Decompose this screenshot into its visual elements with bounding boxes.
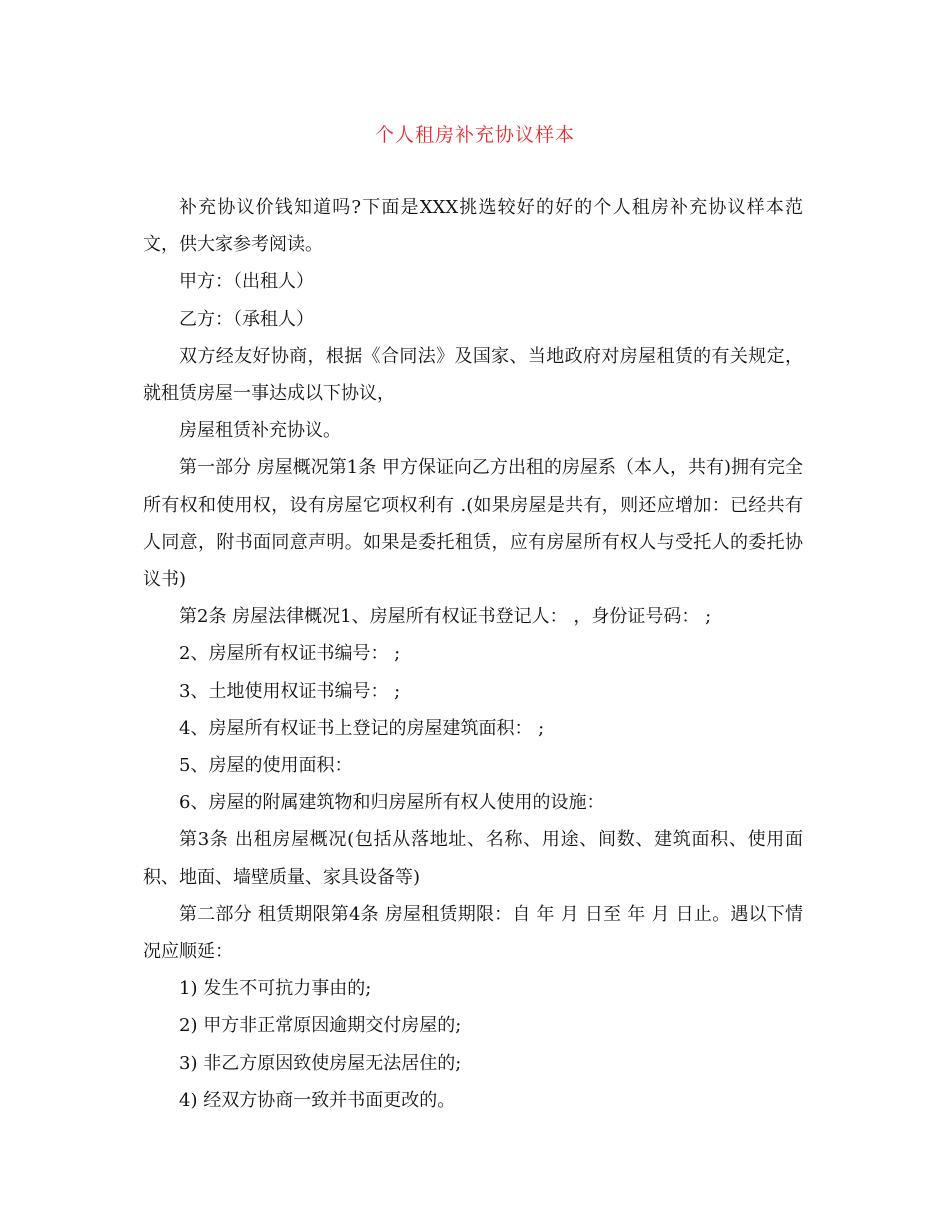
paragraph-extension-2: 2) 甲方非正常原因逾期交付房屋的; xyxy=(179,1015,462,1037)
paragraph-extension-3: 3) 非乙方原因致使房屋无法居住的; xyxy=(179,1052,462,1074)
paragraph-item-5: 5、房屋的使用面积： xyxy=(179,755,353,777)
paragraph-article-4: 第二部分 租赁期限第4条 房屋租赁期限：自 年 月 日至 年 月 日止。遇以下情况应顺延： xyxy=(143,903,803,963)
paragraph-item-3: 3、土地使用权证书编号： ; xyxy=(179,680,401,702)
paragraph-item-2: 2、房屋所有权证书编号： ; xyxy=(179,643,401,665)
paragraph-supplement-title: 房屋租赁补充协议。 xyxy=(179,420,341,442)
document-title: 个人租房补充协议样本 xyxy=(374,124,575,146)
document-body xyxy=(143,189,803,1119)
paragraph-extension-4: 4) 经双方协商一致并书面更改的。 xyxy=(179,1089,456,1111)
paragraph-intro: 补充协议价钱知道吗?下面是XXX挑选较好的好的个人租房补充协议样本范文，供大家参考阅读。 xyxy=(143,197,803,256)
paragraph-party-b: 乙方：（承租人） xyxy=(179,308,314,330)
paragraph-article-1: 第一部分 房屋概况第1条 甲方保证向乙方出租的房屋系（本人，共有)拥有完全所有权和使用权，设有房屋它项权利有 .(如果房屋是共有，则还应增加：已经共有人同意，附书面同意声明。如果是委托租赁，应有房屋所有权人与受托人的委托协议书) xyxy=(143,457,803,591)
paragraph-agreement-basis: 双方经友好协商，根据《合同法》及国家、当地政府对房屋租赁的有关规定，就租赁房屋一事达成以下协议， xyxy=(143,345,803,405)
paragraph-item-4: 4、房屋所有权证书上登记的房屋建筑面积： ; xyxy=(179,717,545,739)
paragraph-item-6: 6、房屋的附属建筑物和归房屋所有权人使用的设施： xyxy=(179,792,605,814)
paragraph-extension-1: 1) 发生不可抗力事由的; xyxy=(179,978,372,1000)
paragraph-article-3: 第3条 出租房屋概况(包括从落地址、名称、用途、间数、建筑面积、使用面积、地面、墙壁质量、家具设备等) xyxy=(143,829,803,888)
paragraph-article-2: 第2条 房屋法律概况1、房屋所有权证书登记人： ，身份证号码： ; xyxy=(179,606,712,628)
paragraph-party-a: 甲方：（出租人） xyxy=(179,271,314,293)
